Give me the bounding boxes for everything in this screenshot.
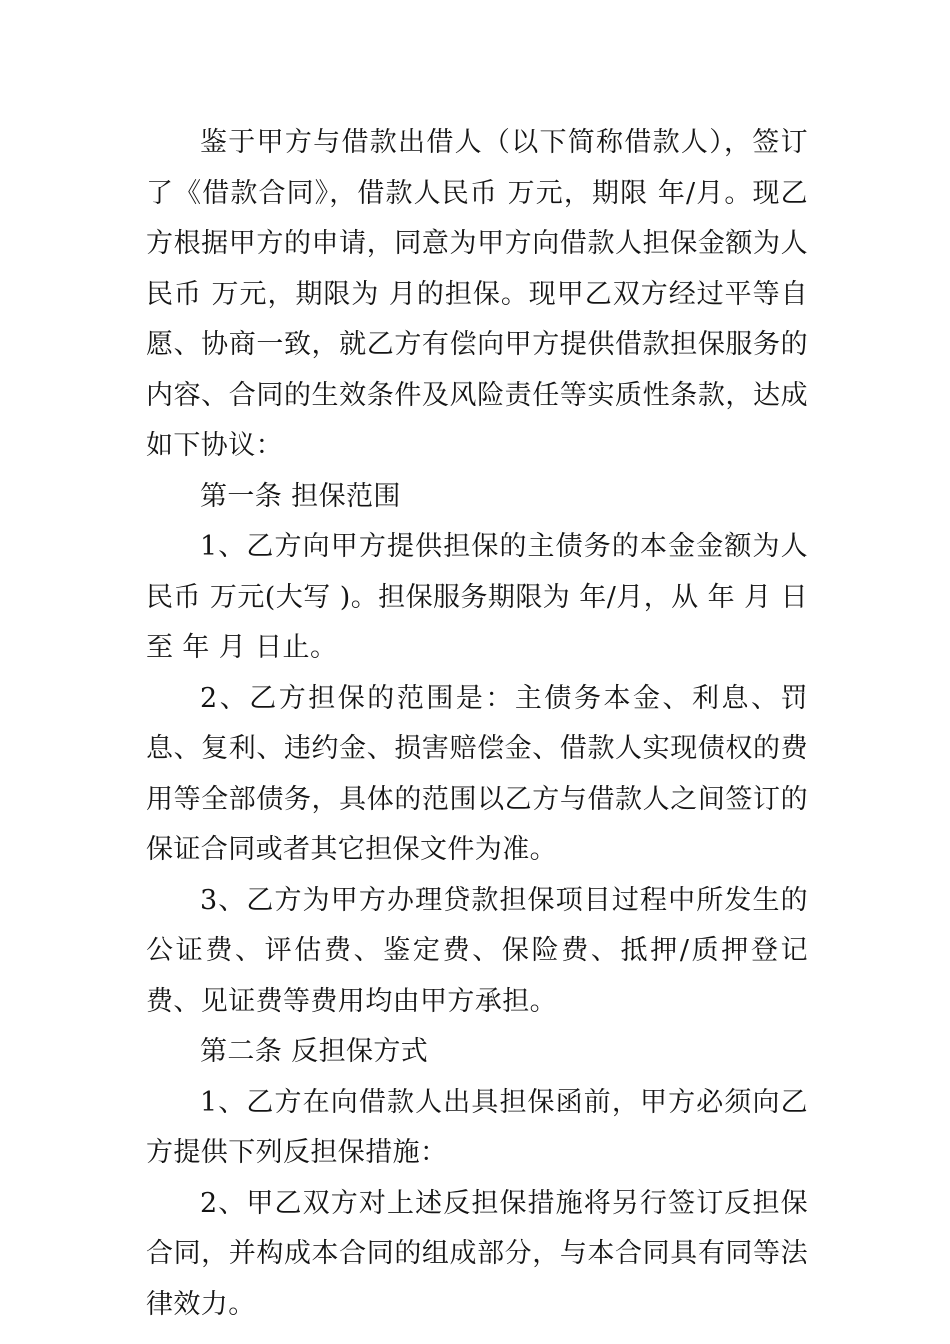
article-1-heading: 第一条 担保范围 — [200, 480, 401, 512]
article-2-heading: 第二条 反担保方式 — [200, 1036, 429, 1067]
preamble-paragraph: 鉴于甲方与借款出借人（以下简称借款人），签订了《借款合同》，借款人民币 万元，期限 年/月。现乙方根据甲方的申请，同意为甲方向借款人担保金额为人民币 万元，期限为 月的担保。现甲乙双方经过平等自愿、协商一致，就乙方有偿向甲方提供借款担保服务的内容、合同的生效条件及风险责任等实质性条款，达成如下协议： — [146, 127, 808, 461]
article-1-clause-1: 1、乙方向甲方提供担保的主债务的本金金额为人民币 万元(大写 )。担保服务期限为 年/月，从 年 月 日至 年 月 日止。 — [146, 531, 808, 663]
article-2-clause-2: 2、甲乙双方对上述反担保措施将另行签订反担保合同，并构成本合同的组成部分，与本合同具有同等法律效力。 — [146, 1187, 808, 1320]
document-body — [146, 118, 808, 1330]
article-1-clause-3: 3、乙方为甲方办理贷款担保项目过程中所发生的公证费、评估费、鉴定费、保险费、抵押/质押登记费、见证费等费用均由甲方承担。 — [146, 884, 808, 1017]
article-1-clause-2: 2、乙方担保的范围是：主债务本金、利息、罚息、复利、违约金、损害赔偿金、借款人实现债权的费用等全部债务，具体的范围以乙方与借款人之间签订的保证合同或者其它担保文件为准。 — [146, 682, 808, 865]
article-2-clause-1: 1、乙方在向借款人出具担保函前，甲方必须向乙方提供下列反担保措施： — [146, 1086, 808, 1168]
